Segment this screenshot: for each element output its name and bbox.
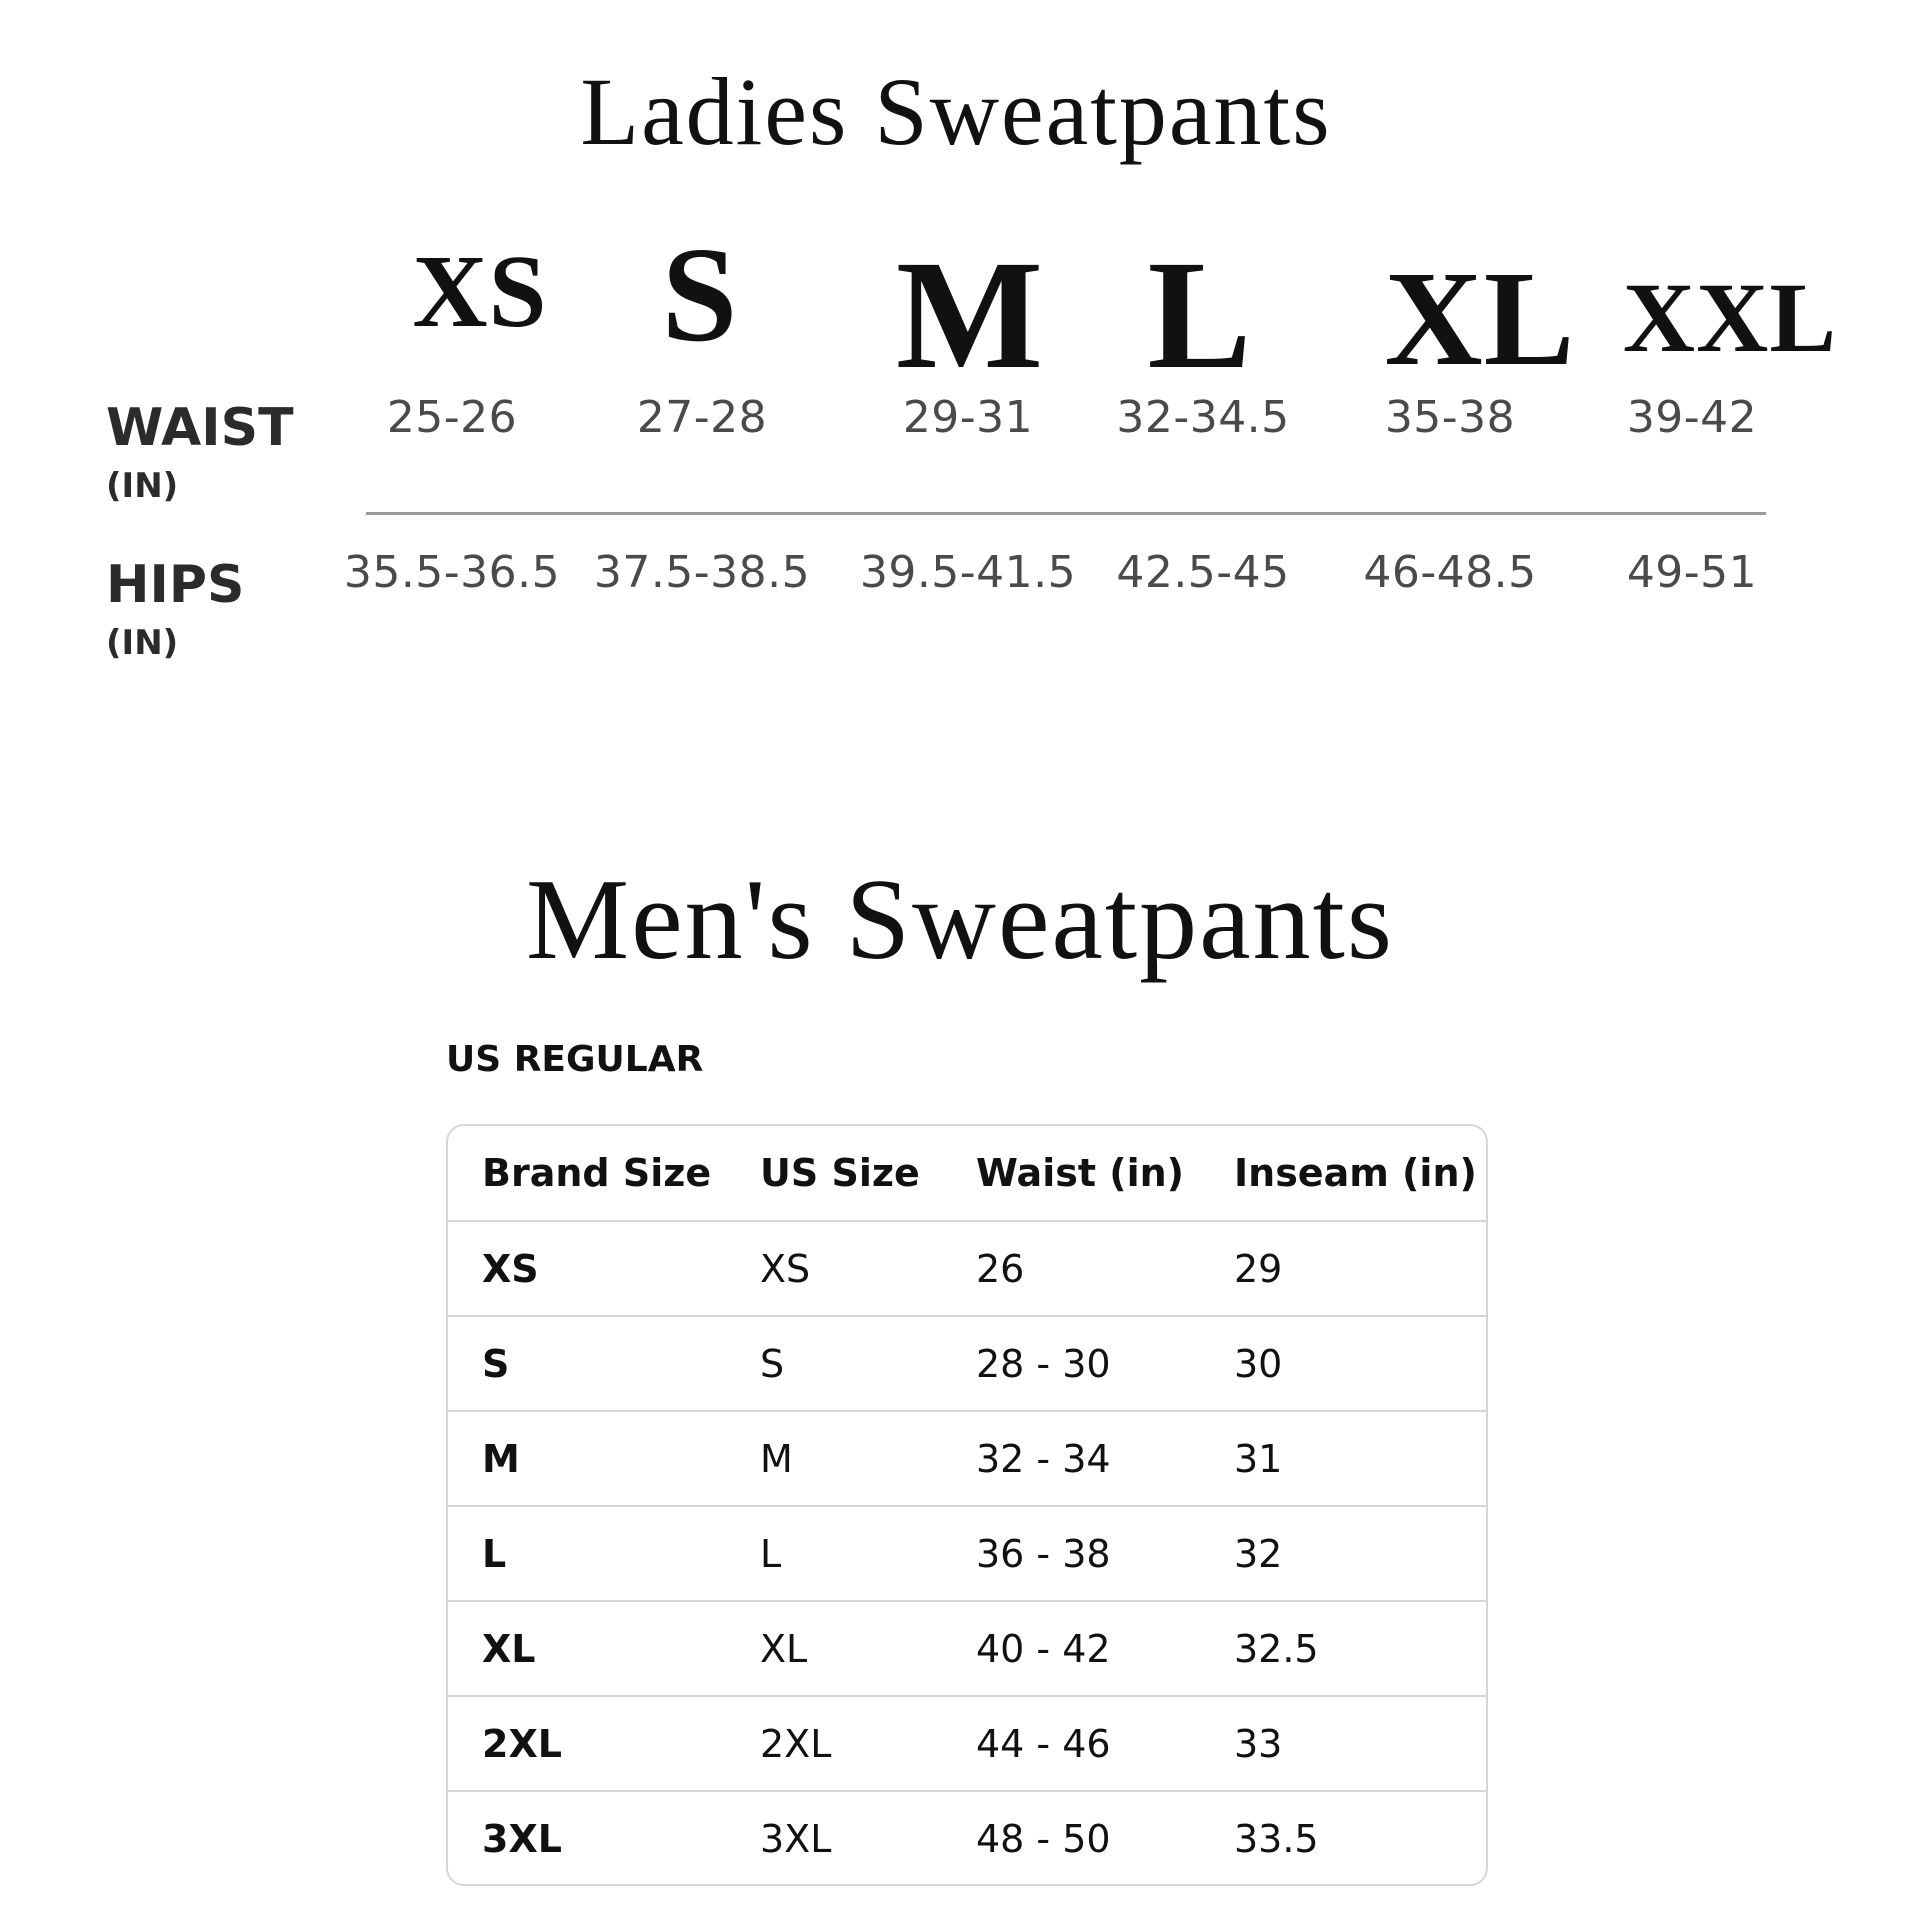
men-size-table-grid (448, 1126, 1488, 1886)
cell-waist: 44 - 46 (942, 1696, 1200, 1791)
table-row (448, 1221, 1488, 1316)
cell-brand-size: S (448, 1316, 726, 1411)
waist-label: WAIST (106, 398, 294, 458)
waist-row-label (106, 398, 294, 508)
cell-inseam: 32 (1200, 1506, 1488, 1601)
cell-waist: 26 (942, 1221, 1200, 1316)
ladies-size-xxl: XXL (1622, 262, 1838, 373)
table-row (448, 1696, 1488, 1791)
table-header-row (448, 1126, 1488, 1221)
waist-value-l: 32-34.5 (1116, 392, 1290, 443)
hips-row-label (106, 555, 244, 665)
cell-waist: 32 - 34 (942, 1411, 1200, 1506)
table-row (448, 1791, 1488, 1886)
ladies-size-xl: XL (1384, 244, 1576, 394)
cell-us-size: 2XL (726, 1696, 942, 1791)
cell-inseam: 33 (1200, 1696, 1488, 1791)
cell-inseam: 31 (1200, 1411, 1488, 1506)
cell-inseam: 32.5 (1200, 1601, 1488, 1696)
men-title: Men's Sweatpants (525, 856, 1394, 984)
men-size-table (446, 1124, 1488, 1886)
header-inseam: Inseam (in) (1200, 1126, 1488, 1221)
cell-us-size: 3XL (760, 1817, 832, 1861)
hips-label: HIPS (106, 555, 245, 615)
cell-us-size: XS (726, 1221, 942, 1316)
ladies-title-text: Ladies Sweatpants (580, 58, 1332, 165)
cell-waist: 40 - 42 (942, 1601, 1200, 1696)
hips-value-xl: 46-48.5 (1363, 547, 1537, 598)
table-row (448, 1316, 1488, 1411)
hips-value-s: 37.5-38.5 (593, 547, 811, 598)
hips-value-m: 39.5-41.5 (859, 547, 1077, 598)
cell-waist: 28 - 30 (942, 1316, 1200, 1411)
ladies-size-s: S (661, 220, 739, 370)
waist-unit: (IN) (106, 466, 179, 506)
cell-brand-size: XL (448, 1601, 726, 1696)
cell-inseam: 30 (1200, 1316, 1488, 1411)
cell-us-size: S (726, 1316, 942, 1411)
waist-value-s: 27-28 (636, 392, 768, 443)
header-us-size: US Size (726, 1126, 942, 1221)
cell-brand-size: L (448, 1506, 726, 1601)
ladies-title (0, 52, 1920, 172)
ladies-size-m: M (895, 228, 1045, 401)
header-brand-size: Brand Size (448, 1126, 726, 1221)
waist-value-xl: 35-38 (1384, 392, 1516, 443)
hips-value-l: 42.5-45 (1116, 547, 1290, 598)
table-row (448, 1506, 1488, 1601)
waist-value-m: 29-31 (902, 392, 1034, 443)
waist-value-xs: 25-26 (386, 392, 518, 443)
cell-brand-size: XS (448, 1221, 726, 1316)
cell-waist: 48 - 50 (976, 1817, 1111, 1861)
ladies-size-xs: XS (412, 234, 548, 349)
waist-value-xxl: 39-42 (1626, 392, 1758, 443)
hips-unit: (IN) (106, 623, 179, 663)
hips-value-xxl: 49-51 (1626, 547, 1758, 598)
cell-inseam: 33.5 (1234, 1817, 1319, 1861)
table-row (448, 1411, 1488, 1506)
cell-us-size: L (726, 1506, 942, 1601)
hips-value-xs: 35.5-36.5 (343, 547, 561, 598)
cell-waist: 36 - 38 (942, 1506, 1200, 1601)
cell-brand-size: M (448, 1411, 726, 1506)
cell-brand-size: 2XL (448, 1696, 726, 1791)
us-regular-label: US REGULAR (446, 1039, 704, 1080)
cell-us-size: M (726, 1411, 942, 1506)
cell-inseam: 29 (1200, 1221, 1488, 1316)
ladies-size-l: L (1147, 228, 1253, 401)
header-waist: Waist (in) (942, 1126, 1200, 1221)
table-row (448, 1601, 1488, 1696)
ladies-divider (366, 512, 1766, 515)
cell-us-size: XL (726, 1601, 942, 1696)
cell-brand-size: 3XL (482, 1817, 562, 1861)
